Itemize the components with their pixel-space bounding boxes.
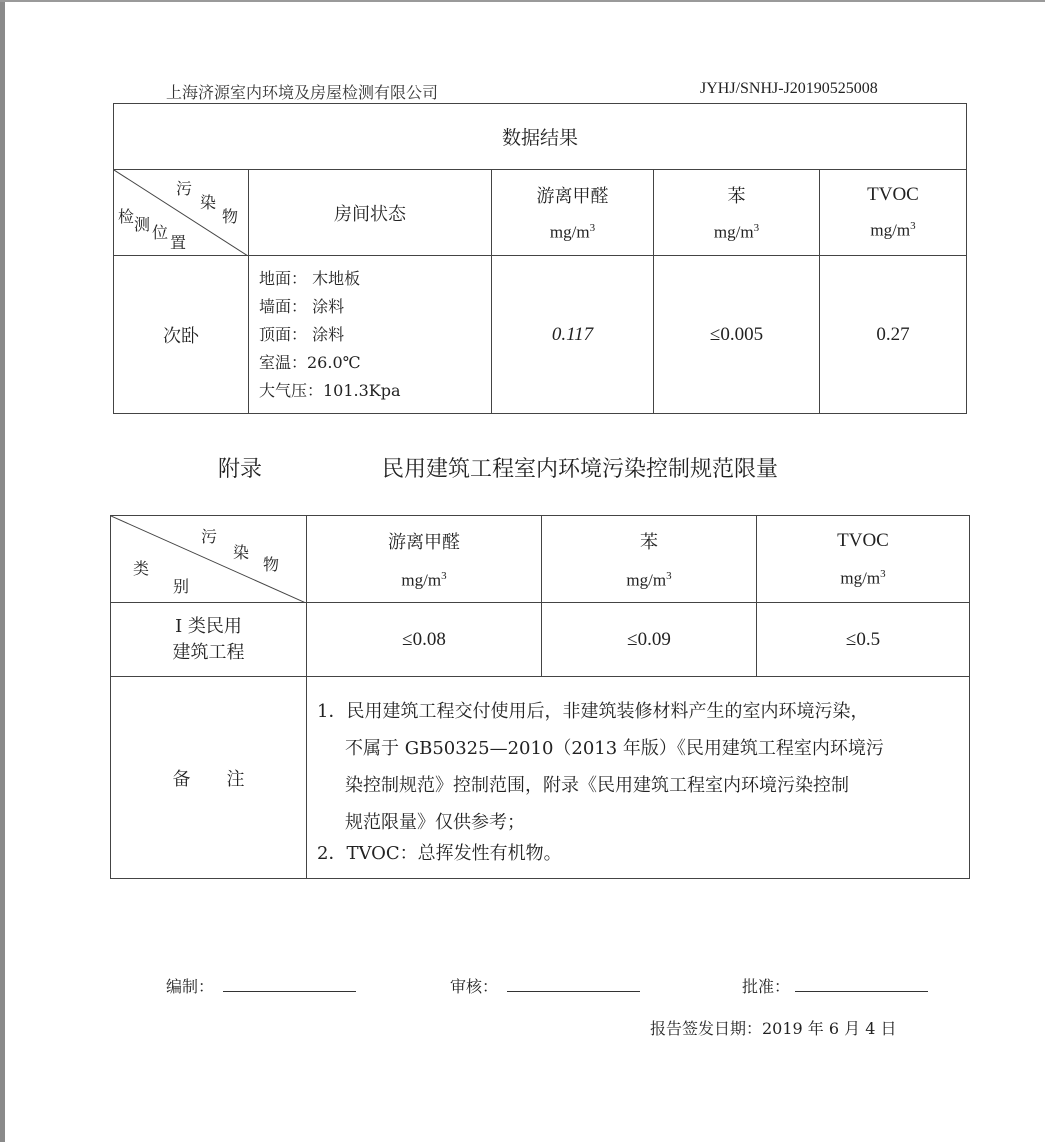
results-table <box>113 103 967 414</box>
col-name: 苯 <box>727 186 746 208</box>
approved-by-line <box>795 991 928 992</box>
col-name: TVOC <box>837 529 889 551</box>
diag-label: 染 <box>233 543 250 562</box>
limit-tvoc: ≤0.5 <box>757 603 970 677</box>
limit-formaldehyde: ≤0.08 <box>307 603 542 677</box>
company-name: 上海济源室内环境及房屋检测有限公司 <box>166 83 439 102</box>
value-tvoc: 0.27 <box>820 256 967 414</box>
diag-label: 污 <box>201 527 218 546</box>
reviewed-by-line <box>507 991 640 992</box>
col-name: 游离甲醛 <box>388 531 460 553</box>
diag-label: 污 <box>176 179 193 198</box>
location-cell: 次卧 <box>114 256 249 414</box>
results-title: 数据结果 <box>114 104 967 170</box>
status-temperature: 室温：26.0℃ <box>259 352 361 372</box>
category-line: 建筑工程 <box>172 641 245 663</box>
diag-label: 物 <box>222 207 239 226</box>
appendix-label: 附录 <box>218 457 263 482</box>
col-tvoc <box>757 516 970 603</box>
col-unit: $mg/m^3$ <box>549 222 596 242</box>
diag-label: 检 <box>118 207 135 226</box>
note-line: 1．民用建筑工程交付使用后，非建筑装修材料产生的室内环境污染， <box>317 700 869 722</box>
limits-table <box>110 515 970 879</box>
col-unit: $mg/m^3$ <box>870 220 916 240</box>
diag-label: 置 <box>170 233 187 252</box>
note-line: 2．TVOC：总挥发性有机物。 <box>317 842 562 864</box>
value-benzene: ≤0.005 <box>654 256 820 414</box>
value-formaldehyde: 0.117 <box>492 256 654 414</box>
col-unit: $mg/m^3$ <box>626 569 672 590</box>
reviewed-by-label: 审核： <box>450 977 499 996</box>
diag-label: 物 <box>263 555 280 574</box>
col-unit: $mg/m^3$ <box>401 569 447 590</box>
status-ceiling: 顶面： 涂料 <box>259 324 345 344</box>
status-wall: 墙面： 涂料 <box>259 296 345 316</box>
prepared-by-label: 编制： <box>166 977 215 996</box>
diag-label: 位 <box>152 223 169 242</box>
note-line: 染控制规范》控制范围，附录《民用建筑工程室内环境污染控制 <box>345 774 849 796</box>
page-edge-left <box>0 0 5 1142</box>
col-formaldehyde <box>492 170 654 256</box>
notes-label: 备 注 <box>111 677 307 879</box>
col-unit: $mg/m^3$ <box>840 567 886 588</box>
col-name: TVOC <box>867 184 919 206</box>
issue-date: 报告签发日期：2019 年 6 月 4 日 <box>650 1019 897 1038</box>
col-tvoc <box>820 170 967 256</box>
diagonal-header-cell <box>111 516 307 603</box>
diagonal-header-cell <box>114 170 249 256</box>
notes-cell <box>307 677 970 879</box>
page-edge-top <box>0 0 1045 2</box>
prepared-by-line <box>223 991 356 992</box>
status-pressure: 大气压：101.3Kpa <box>259 380 401 400</box>
limit-benzene: ≤0.09 <box>542 603 757 677</box>
diag-label: 别 <box>173 577 190 596</box>
diag-label: 测 <box>134 215 151 234</box>
category-cell <box>111 603 307 677</box>
col-name: 游离甲醛 <box>536 186 609 208</box>
col-formaldehyde <box>307 516 542 603</box>
col-benzene <box>654 170 820 256</box>
diag-label: 类 <box>133 559 150 578</box>
appendix-title: 民用建筑工程室内环境污染控制规范限量 <box>382 457 779 482</box>
col-benzene <box>542 516 757 603</box>
col-unit: $mg/m^3$ <box>713 222 760 242</box>
col-name: 苯 <box>640 531 658 553</box>
note-line: 规范限量》仅供参考； <box>345 811 525 833</box>
note-line: 不属于 GB50325—2010（2013 年版）《民用建筑工程室内环境污 <box>345 737 884 759</box>
status-floor: 地面： 木地板 <box>259 268 361 288</box>
approved-by-label: 批准： <box>742 977 791 996</box>
room-status-cell <box>249 256 492 414</box>
report-code: JYHJ/SNHJ-J20190525008 <box>700 80 878 97</box>
category-line: I 类民用 <box>175 615 242 637</box>
col-room-status: 房间状态 <box>249 170 492 256</box>
diag-label: 染 <box>200 193 217 212</box>
